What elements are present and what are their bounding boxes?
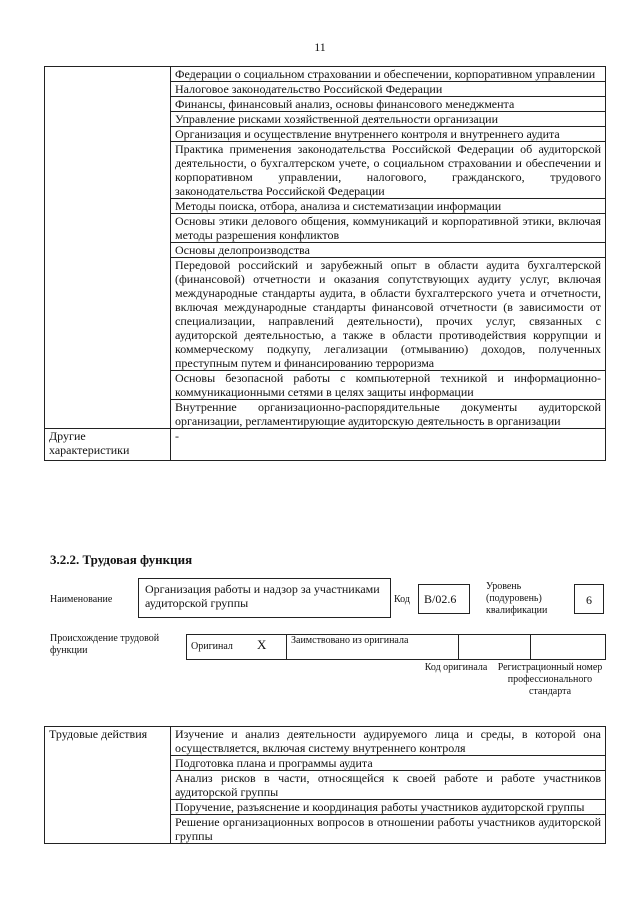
origin-code-cell — [459, 635, 531, 659]
table-cell: Основы этики делового общения, коммуникаций и корпоративной этики, включая методы разрешения конфликтов — [171, 214, 606, 243]
original-label: Оригинал — [191, 641, 233, 652]
table-cell: Анализ рисков в части, относящейся к своей работе и работе участников аудиторской группы — [171, 771, 606, 800]
table-cell: Управление рисками хозяйственной деятельности организации — [171, 112, 606, 127]
section-title: 3.2.2. Трудовая функция — [50, 552, 193, 567]
reg-number-label: Регистрационный номер профессионального стандарта — [497, 662, 603, 697]
other-characteristics-value: - — [171, 429, 606, 461]
code-original-label: Код оригинала — [424, 662, 488, 673]
other-characteristics-label: Другие характеристики — [45, 429, 171, 461]
table-cell: Организация и осуществление внутреннего контроля и внутреннего аудита — [171, 127, 606, 142]
origin-reg-cell — [531, 635, 605, 659]
origin-strip — [186, 634, 606, 660]
page-number: 11 — [314, 40, 326, 54]
table-cell: Передовой российский и зарубежный опыт в области аудита бухгалтерской (финансовой) отчетности и оказания сопутствующих аудиту услуг, включая международные стандарты аудита, в области бухгалтерского учета и отчетности, включая международные стандарты финансовой отчетности (в зависимости от специализации, направлений деятельности), прочих услуг, связанных с аудиторской деятельностью, а также в области противодействия коррупции и коммерческому подкупу, легализации (отмыванию) доходов, полученных преступным путем и финансированию терроризма — [171, 258, 606, 371]
table-cell: Внутренние организационно-распорядительные документы аудиторской организации, регламентирующие аудиторскую деятельность в организации — [171, 400, 606, 429]
table-cell: Решение организационных вопросов в отношении работы участников аудиторской группы — [171, 815, 606, 844]
level-label: Уровень (подуровень) квалификации — [486, 581, 548, 616]
name-label: Наименование — [50, 594, 113, 605]
table-cell: Федерации о социальном страховании и обеспечении, корпоративном управлении — [171, 67, 606, 82]
level-value: 6 — [574, 584, 604, 614]
table-row — [45, 727, 606, 756]
table-cell: Изучение и анализ деятельности аудируемого лица и среды, в которой она осуществляется, включая систему внутреннего контроля — [171, 727, 606, 756]
table-cell: Финансы, финансовый анализ, основы финансового менеджмента — [171, 97, 606, 112]
table-row-other — [45, 429, 606, 461]
knowledge-table — [44, 66, 606, 461]
table-cell: Практика применения законодательства Российской Федерации об аудиторской деятельности, о бухгалтерском учете, о социальном страховании и обеспечении и корпоративном управлении, налогового, гражданского, трудового законодательства Российской Федерации — [171, 142, 606, 199]
code-value: B/02.6 — [418, 584, 470, 614]
origin-original-cell — [187, 635, 287, 659]
labor-actions-table — [44, 726, 606, 844]
table-cell: Налоговое законодательство Российской Федерации — [171, 82, 606, 97]
table-cell: Поручение, разъяснение и координация работы участников аудиторской группы — [171, 800, 606, 815]
code-label: Код — [394, 594, 410, 605]
table-cell: Основы безопасной работы с компьютерной техникой и информационно-коммуникационными сетями в целях защиты информации — [171, 371, 606, 400]
origin-borrowed-cell — [287, 635, 459, 659]
table-cell: Методы поиска, отбора, анализа и систематизации информации — [171, 199, 606, 214]
table-cell: Основы делопроизводства — [171, 243, 606, 258]
name-value: Организация работы и надзор за участниками аудиторской группы — [138, 578, 391, 618]
table-row — [45, 67, 606, 82]
table-cell: Подготовка плана и программы аудита — [171, 756, 606, 771]
origin-label: Происхождение трудовой функции — [50, 633, 160, 656]
table-cell-label-empty — [45, 67, 171, 429]
labor-actions-label: Трудовые действия — [45, 727, 171, 844]
borrowed-label: Заимствовано из оригинала — [291, 635, 409, 646]
original-mark: X — [257, 637, 267, 652]
